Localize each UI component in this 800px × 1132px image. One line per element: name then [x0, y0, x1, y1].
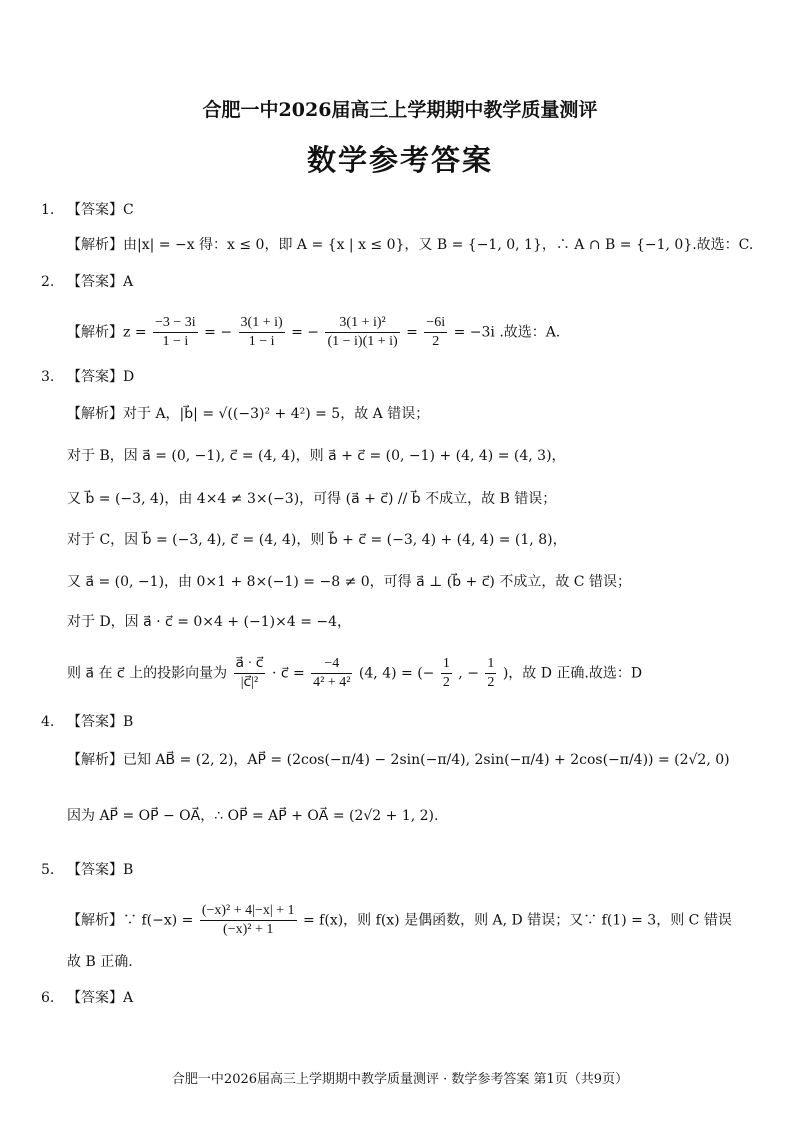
numerator: −4: [311, 655, 352, 674]
analysis-5-prefix: 【解析】∵ f(−x) =: [67, 912, 194, 929]
question-number-1: 1.: [41, 202, 55, 218]
answer-5: 【答案】B: [67, 862, 134, 878]
question-number-6: 6.: [41, 990, 55, 1006]
denominator: 2: [442, 675, 450, 690]
analysis-2: [67, 314, 560, 351]
analysis-2-suffix: = −3i .故选：A.: [453, 324, 561, 341]
question-number-5: 5.: [41, 862, 55, 878]
analysis-3-line-7-suffix: )，故 D 正确.故选：D: [502, 665, 643, 682]
numerator: 3(1 + i)²: [325, 314, 399, 333]
denominator: (1 − i)(1 + i): [327, 334, 398, 349]
fraction: [200, 902, 297, 939]
numerator: −6i: [424, 314, 447, 333]
denominator: 4² + 4²: [313, 675, 351, 690]
analysis-3-line-1: 【解析】对于 A，|b⃗| = √((−3)² + 4²) = 5，故 A 错误；: [67, 406, 430, 422]
numerator: (−x)² + 4|−x| + 1: [200, 902, 297, 921]
answer-2: 【答案】A: [67, 274, 134, 290]
operator: · c⃗ =: [271, 665, 305, 682]
denominator: 2: [432, 334, 440, 349]
exam-title: 合肥一中2026届高三上学期期中教学质量测评: [202, 99, 598, 121]
fraction: [424, 314, 447, 351]
fraction: [325, 314, 399, 351]
analysis-3-line-4: 对于 C，因 b⃗ = (−3, 4), c⃗ = (4, 4)，则 b⃗ + c⃗ = (−3, 4) + (4, 4) = (1, 8)，: [67, 532, 567, 548]
fraction: [234, 655, 266, 692]
question-number-4: 4.: [41, 714, 55, 730]
fraction: [485, 655, 496, 692]
document-heading: 数学参考答案: [306, 143, 493, 177]
analysis-3-line-2: 对于 B，因 a⃗ = (0, −1), c⃗ = (4, 4)，则 a⃗ + c⃗ = (0, −1) + (4, 4) = (4, 3)，: [67, 448, 566, 464]
analysis-3-line-6: 对于 D，因 a⃗ · c⃗ = 0×4 + (−1)×4 = −4，: [67, 614, 352, 630]
denominator: |c⃗|²: [240, 675, 259, 690]
analysis-1: 【解析】由|x| = −x 得：x ≤ 0，即 A = {x | x ≤ 0}，又 B = {−1, 0, 1}，∴ A ∩ B = {−1, 0}.故选：C.: [67, 237, 754, 253]
analysis-4-line-2: 因为 AP⃗ = OP⃗ − OA⃗，∴ OP⃗ = AP⃗ + OA⃗ = (2√2 + 1, 2).: [67, 808, 439, 824]
numerator: a⃗ · c⃗: [234, 655, 266, 674]
operator: = −: [291, 324, 320, 341]
operator: =: [406, 324, 418, 341]
answer-1: 【答案】C: [67, 202, 134, 218]
fraction: [153, 314, 198, 351]
operator: , −: [458, 665, 479, 682]
denominator: 1 − i: [248, 334, 275, 349]
question-number-3: 3.: [41, 369, 55, 385]
numerator: 1: [441, 655, 452, 674]
analysis-3-line-3: 又 b⃗ = (−3, 4)，由 4×4 ≠ 3×(−3)，可得 (a⃗ + c⃗) // b⃗ 不成立，故 B 错误；: [67, 491, 557, 507]
analysis-3-line-5: 又 a⃗ = (0, −1)，由 0×1 + 8×(−1) = −8 ≠ 0，可得 a⃗ ⊥ (b⃗ + c⃗) 不成立，故 C 错误；: [67, 574, 631, 590]
question-number-2: 2.: [41, 274, 55, 290]
answer-6: 【答案】A: [67, 990, 134, 1006]
denominator: 2: [487, 675, 495, 690]
answer-3: 【答案】D: [67, 369, 135, 385]
fraction: [239, 314, 285, 351]
operator: = −: [204, 324, 233, 341]
analysis-3-line-7-prefix: 则 a⃗ 在 c⃗ 上的投影向量为: [67, 665, 228, 682]
analysis-4-line-1: 【解析】已知 AB⃗ = (2, 2)，AP⃗ = (2cos(−π/4) − 2sin(−π/4), 2sin(−π/4) + 2cos(−π/4)) = (2√2, 0): [67, 752, 730, 768]
fraction: [311, 655, 352, 692]
denominator: (−x)² + 1: [223, 922, 274, 937]
analysis-5-line-2: 故 B 正确.: [67, 954, 133, 970]
denominator: 1 − i: [162, 334, 189, 349]
operator: (4, 4) = (−: [358, 665, 435, 682]
analysis-3-line-7: [67, 655, 642, 692]
numerator: 1: [485, 655, 496, 674]
analysis-5-line-1: [67, 902, 732, 939]
analysis-5-suffix: = f(x)，则 f(x) 是偶函数，则 A, D 错误；又∵ f(1) = 3，则 C 错误: [303, 912, 732, 929]
numerator: −3 − 3i: [153, 314, 198, 333]
page-footer: 合肥一中2026届高三上学期期中教学质量测评 · 数学参考答案 第1页（共9页）: [171, 1072, 629, 1087]
fraction: [441, 655, 452, 692]
numerator: 3(1 + i): [239, 314, 285, 333]
analysis-2-prefix: 【解析】z =: [67, 324, 147, 341]
answer-4: 【答案】B: [67, 714, 134, 730]
